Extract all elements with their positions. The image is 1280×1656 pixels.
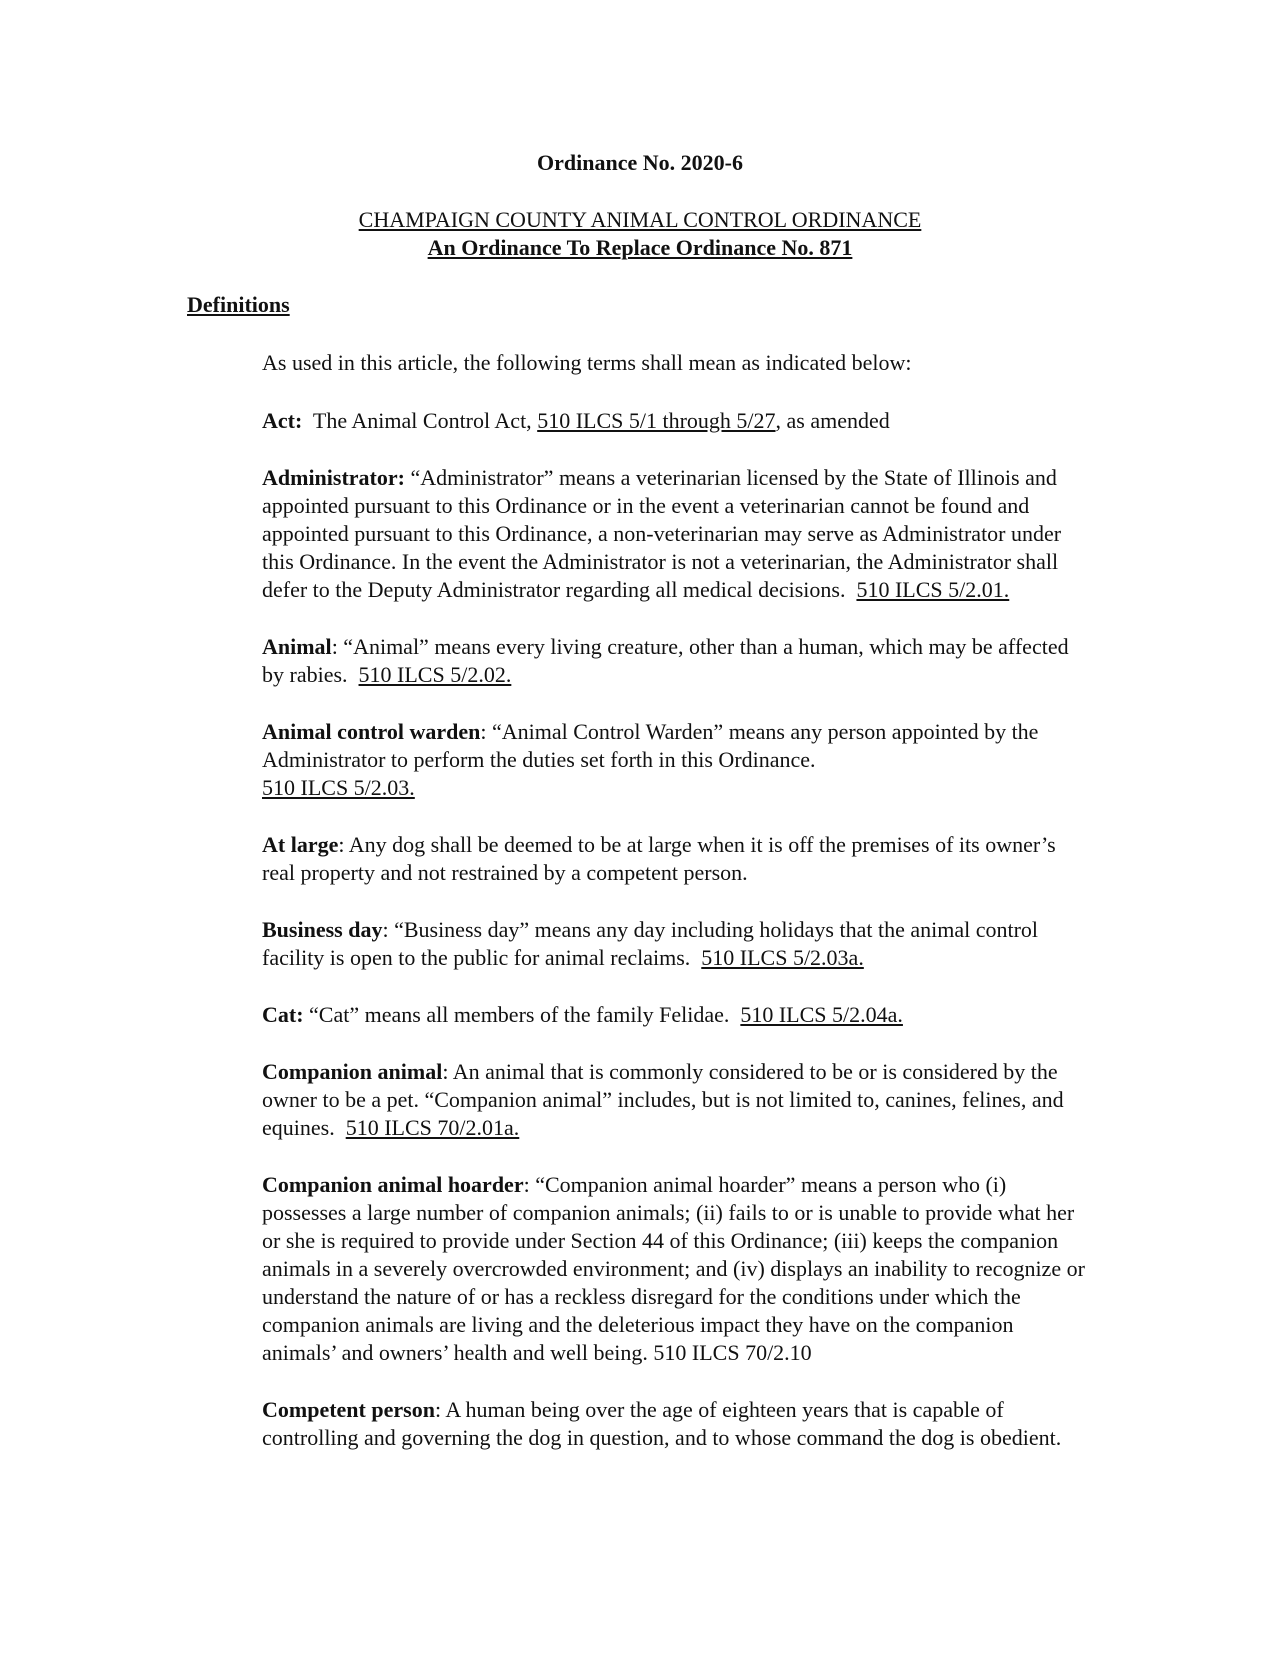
definition-term: Cat: (262, 1002, 304, 1027)
definition-suffix: , as amended (775, 408, 890, 433)
definition-body: “Administrator” means a veterinarian licensed by the State of Illinois and appointed pursuant to this Ordinance or in the event a veterinarian cannot be found and appointed pursuant to this Ordinance, a non-veterinarian may serve as Administrator under this Ordinance. In the event the Administrator is not a veterinarian, the Administrator shall defer to the Deputy Administrator regarding all medical decisions. (262, 465, 1062, 602)
definition-competent-person (262, 1396, 1092, 1452)
document-title: CHAMPAIGN COUNTY ANIMAL CONTROL ORDINANCE (358, 207, 922, 232)
definition-administrator (262, 464, 1092, 604)
definition-cat (262, 1001, 1092, 1029)
definition-term: Animal (262, 634, 332, 659)
definition-animal-control-warden (262, 718, 1092, 802)
definition-act (262, 407, 1092, 435)
definition-body: “Cat” means all members of the family Felidae. (309, 1002, 730, 1027)
definition-term: Competent person (262, 1397, 435, 1422)
statute-citation: 510 ILCS 5/1 through 5/27 (537, 408, 776, 433)
intro-paragraph: As used in this article, the following terms shall mean as indicated below: (262, 350, 912, 375)
definitions-list (262, 407, 1092, 1481)
definition-body: : A human being over the age of eighteen years that is capable of controlling and governing the dog in question, and to whose command the dog is obedient. (262, 1397, 1062, 1450)
definition-body: : “Business day” means any day including holidays that the animal control facility is open to the public for animal reclaims. (262, 917, 1039, 970)
definition-body: The Animal Control Act, (312, 408, 532, 433)
document-subtitle: An Ordinance To Replace Ordinance No. 871 (427, 235, 853, 260)
document-heading (0, 206, 1280, 262)
definition-term: Business day (262, 917, 383, 942)
statute-citation: 510 ILCS 5/2.01. (856, 577, 1010, 602)
statute-citation: 510 ILCS 5/2.02. (358, 662, 512, 687)
definition-body: : “Animal Control Warden” means any person appointed by the Administrator to perform the duties set forth in this Ordinance. (262, 719, 1039, 772)
statute-citation: 510 ILCS 5/2.03. (262, 775, 415, 800)
definition-companion-animal (262, 1058, 1092, 1142)
statute-citation: 510 ILCS 70/2.01a. (345, 1115, 520, 1140)
definition-animal (262, 633, 1092, 689)
definition-term: Act: (262, 408, 303, 433)
statute-citation: 510 ILCS 5/2.03a. (701, 945, 864, 970)
definition-business-day (262, 916, 1092, 972)
statute-citation: 510 ILCS 5/2.04a. (740, 1002, 903, 1027)
section-heading-definitions: Definitions (187, 292, 290, 317)
definition-term: Administrator: (262, 465, 405, 490)
ordinance-number: Ordinance No. 2020-6 (537, 150, 743, 175)
definition-term: Animal control warden (262, 719, 481, 744)
definition-body: : “Companion animal hoarder” means a person who (i) possesses a large number of companion animals; (ii) fails to or is unable to provide what her or she is required to provide under Section 44 of this Ordinance; (iii) keeps the companion animals in a severely overcrowded environment; and (iv) displays an inability to recognize or understand the nature of or has a reckless disregard for the conditions under which the companion animals are living and the deleterious impact they have on the companion animals’ and owners’ health and well being. 510 ILCS 70/2.10 (262, 1172, 1085, 1365)
definition-term: Companion animal (262, 1059, 443, 1084)
definition-term: Companion animal hoarder (262, 1172, 524, 1197)
definition-body: : Any dog shall be deemed to be at large when it is off the premises of its owner’s real property and not restrained by a competent person. (262, 832, 1056, 885)
definition-body: : “Animal” means every living creature, other than a human, which may be affected by rabies. (262, 634, 1069, 687)
definition-companion-animal-hoarder (262, 1171, 1092, 1367)
definition-term: At large (262, 832, 339, 857)
definition-body: : An animal that is commonly considered to be or is considered by the owner to be a pet. “Companion animal” includes, but is not limited to, canines, felines, and equines. (262, 1059, 1064, 1140)
definition-at-large (262, 831, 1092, 887)
